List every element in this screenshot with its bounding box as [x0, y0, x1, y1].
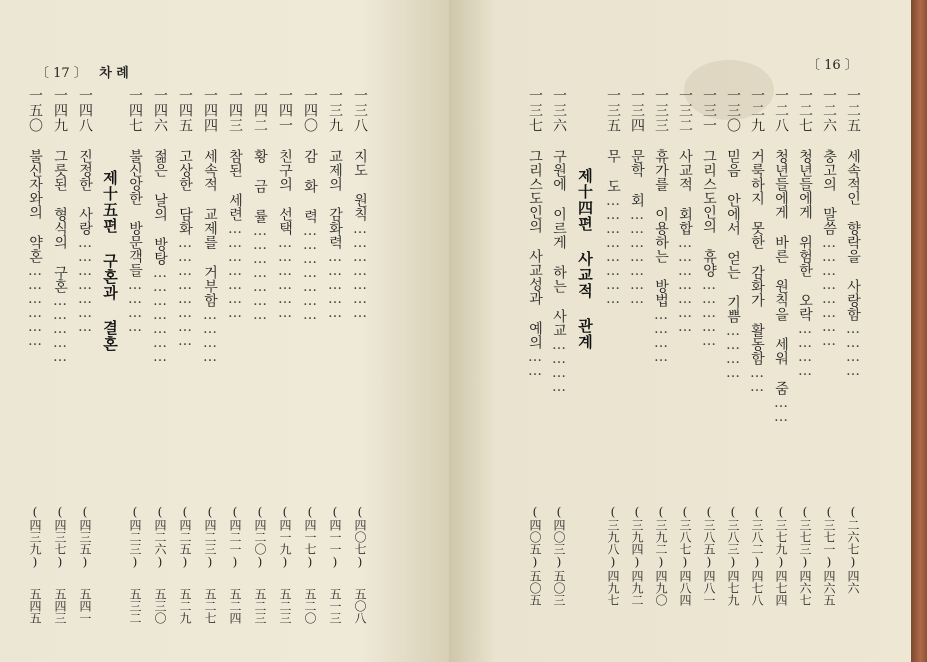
page-number: 五四三: [53, 588, 67, 624]
toc-entry: 一四七 불신앙한 방문객들…………: [127, 88, 143, 333]
ref-number: (三七一): [822, 505, 836, 569]
ref-number: (三九四): [630, 505, 644, 569]
toc-entry: 一四三 참된 세련…………………: [227, 88, 243, 319]
ref-number: (三九二): [654, 505, 668, 569]
page-number: 五三〇: [153, 588, 167, 624]
left-page-header: [36, 62, 129, 81]
ref-number: (三七三): [798, 505, 812, 569]
section-heading: 제十五편 구혼과 결혼: [101, 170, 119, 352]
ref-number: (四〇七): [353, 505, 367, 569]
toc-entry: 一三二 사교적 회합…………………: [677, 88, 693, 333]
toc-entry: 一三四 문학 회…………………: [629, 88, 645, 305]
toc-entry: 一二六 충고의 말씀……………………: [821, 88, 837, 347]
page-number: 四八一: [702, 570, 716, 606]
page-number: 五二〇: [303, 588, 317, 624]
left-page-number: 〔 17 〕: [36, 66, 87, 81]
toc-entry: 一三六 구원에 이르게 하는 사교…………: [551, 88, 567, 393]
page-number: 四六: [846, 570, 860, 594]
toc-entry: 一二八 청년들에게 바른 원칙을 세워 줌……: [773, 88, 789, 423]
ref-number: (四二〇): [253, 505, 267, 569]
ref-number: (四二五): [178, 505, 192, 569]
left-page: [0, 0, 449, 662]
toc-entry: 一四一 친구의 선택………………: [277, 88, 293, 319]
toc-entry: 一三九 교제의 감화력……………: [327, 88, 343, 319]
ref-number: (四二一): [228, 505, 242, 569]
toc-entry: 一五〇 불신자와의 약혼………………: [27, 88, 43, 347]
ref-number: (三七九): [774, 505, 788, 569]
ref-number: (四三七): [53, 505, 67, 569]
ref-number: (四三九): [28, 505, 42, 569]
page-number: 五四一: [78, 588, 92, 624]
toc-entry: 一三五 무 도……………………: [605, 88, 621, 305]
page-number: 五二三: [278, 588, 292, 624]
ref-number: (三八五): [702, 505, 716, 569]
ref-number: (三九八): [606, 505, 620, 569]
page-number: 五〇三: [552, 570, 566, 606]
right-page: [449, 0, 911, 662]
page-number: 四九〇: [654, 570, 668, 606]
toc-entry: 一四六 젊은 날의 방탕…………………: [152, 88, 168, 363]
ref-number: (四一七): [303, 505, 317, 569]
ref-number: (四三五): [78, 505, 92, 569]
toc-entry: 一二九 거룩하지 못한 감화가 활동함……: [749, 88, 765, 393]
toc-entry: 一四九 그릇된 형식의 구혼……………: [52, 88, 68, 363]
page-number: 五三二: [128, 588, 142, 624]
toc-entry: 一三一 그리스도인의 휴양……………: [701, 88, 717, 347]
toc-entry: 一三三 휴가를 이용하는 방법…………: [653, 88, 669, 363]
page-number: 四七四: [774, 570, 788, 606]
ref-number: (三八二): [750, 505, 764, 569]
toc-entry: 一二五 세속적인 향락을 사랑함…………: [845, 88, 861, 377]
right-page-number: 〔 16 〕: [807, 58, 858, 73]
ref-number: (四一一): [328, 505, 342, 569]
ref-number: (三八七): [678, 505, 692, 569]
toc-entry: 一四五 고상한 담화……………………: [177, 88, 193, 347]
toc-entry: 一三〇 믿음 안에서 얻는 기쁨…………: [725, 88, 741, 379]
paper-stain: [684, 60, 774, 120]
page-number: 四六五: [822, 570, 836, 606]
page-number: 五二四: [228, 588, 242, 624]
section-heading: 제十四편 사교적 관계: [576, 168, 594, 350]
ref-number: (三八三): [726, 505, 740, 569]
toc-entry: 一二七 청년들에게 위험한 오락…………: [797, 88, 813, 377]
left-page-title: 차 례: [99, 66, 129, 81]
ref-number: (四二六): [153, 505, 167, 569]
toc-entry: 一四四 세속적 교제를 거부함…………: [202, 88, 218, 363]
page-number: 四七八: [750, 570, 764, 606]
ref-number: (四〇五): [528, 505, 542, 569]
page-number: 五二九: [178, 588, 192, 624]
page-number: 五四五: [28, 588, 42, 624]
ref-number: (四二三): [203, 505, 217, 569]
toc-entry: 一四〇 감 화 력…………………: [302, 88, 318, 321]
book-cover-edge: [911, 0, 927, 662]
toc-entry: 一三七 그리스도인의 사교성과 예의……: [527, 88, 543, 377]
page-number: 五二三: [253, 588, 267, 624]
ref-number: (四〇三): [552, 505, 566, 569]
page-number: 四八四: [678, 570, 692, 606]
page-number: 四九二: [630, 570, 644, 606]
toc-entry: 一四八 진정한 사랑…………………: [77, 88, 93, 333]
page-number: 五二七: [203, 588, 217, 624]
ref-number: (二六七): [846, 505, 860, 569]
page-number: 四九七: [606, 570, 620, 606]
ref-number: (四一九): [278, 505, 292, 569]
page-number: 五〇八: [353, 588, 367, 624]
page-number: 五一三: [328, 588, 342, 624]
page-number: 五〇五: [528, 570, 542, 606]
toc-entry: 一四二 황 금 률…………………: [252, 88, 268, 321]
page-number: 四六七: [798, 570, 812, 606]
toc-entry: 一三八 지도 원칙…………………: [352, 88, 368, 319]
ref-number: (四二三): [128, 505, 142, 569]
page-number: 四七九: [726, 570, 740, 606]
